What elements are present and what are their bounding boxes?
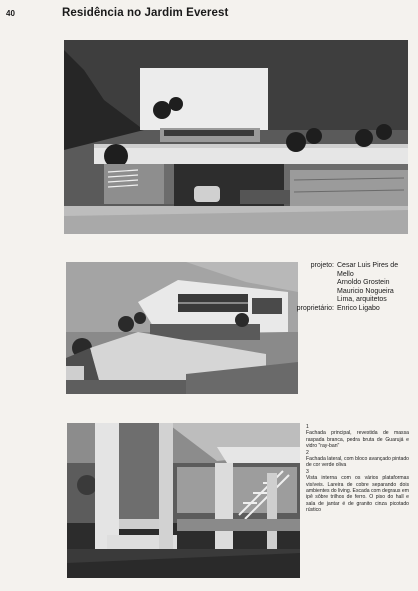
architect-line: Lima, arquitetos [337, 296, 387, 304]
project-credits [296, 262, 414, 314]
architect-line: Arnoldo Grostein [337, 279, 390, 287]
proprietario-label: proprietário: [296, 304, 334, 312]
caption-1 [306, 424, 409, 450]
architect-line: Cesar Luis Pires de [337, 262, 399, 269]
caption-3 [306, 469, 409, 514]
caption-number: 2 [306, 449, 309, 456]
credit-proprietario [293, 305, 414, 314]
caption-number: 1 [306, 424, 309, 430]
photo-interior [67, 423, 300, 578]
owner-name: Enrico Ligabo [337, 304, 380, 312]
photo-main-facade [64, 40, 408, 234]
architect-line: Mello [337, 270, 354, 278]
caption-2 [306, 450, 409, 469]
caption-number: 3 [306, 468, 309, 475]
caption-text: Vista interna com os vários plataformas visíveis. Lareira de cobre separando dois ambientes do living. Escada com degraus em ipê sôbre trilhos de ferro. O piso do hall e sala de jantar é de granito cinza picotado rústico [306, 475, 409, 514]
caption-text: Fachada lateral, com bloco avançado pintado de cor verde oliva [306, 456, 409, 469]
architect-line: Mauricio Nogueira [337, 287, 394, 295]
caption-text: Fachada principal, revestida de massa raspada branca, pedra bruta de Guarujá e vidro "ray-ban" [306, 430, 409, 450]
photo-side-facade [66, 262, 298, 394]
page-number: 40 [6, 9, 15, 18]
projeto-label: projeto: [310, 262, 334, 269]
photo-captions [306, 424, 409, 514]
architects-list [337, 262, 414, 305]
page-title: Residência no Jardim Everest [62, 7, 229, 19]
credit-projeto [304, 262, 414, 305]
